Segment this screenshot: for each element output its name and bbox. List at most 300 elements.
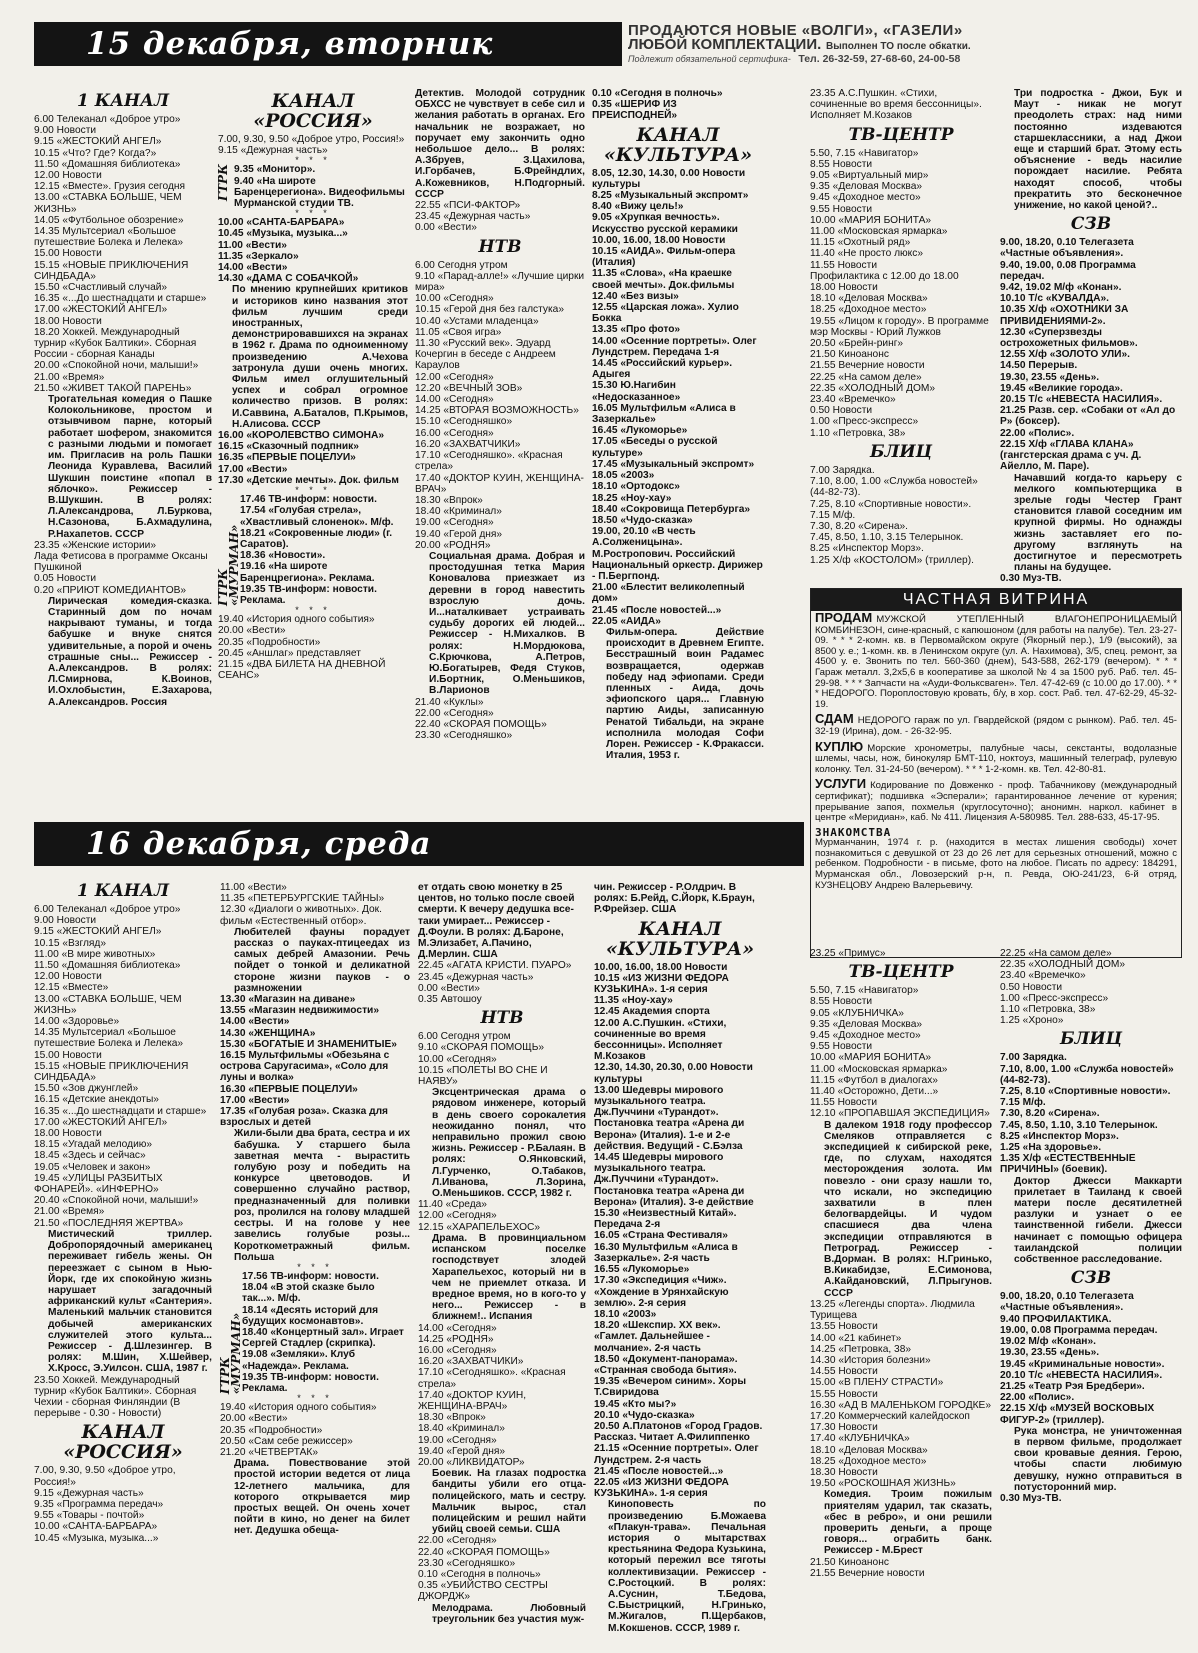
program-entry: 16.30 «АД В МАЛЕНЬКОМ ГОРОДКЕ» (810, 1399, 992, 1411)
program-entry: 17.10 «Сегодняшко». «Красная стрела» (415, 450, 566, 473)
program-entry: 10.35 Х/ф «ОХОТНИКИ ЗА ПРИВИДЕНИЯМИ-2». (1000, 304, 1132, 327)
program-entry: 7.00, 9.30, 9.50 «Доброе утро, Россия!» (34, 1465, 179, 1488)
separator: * * * (297, 1261, 333, 1272)
program-entry: 0.35 «УБИЙСТВО СЕСТРЫ ДЖОРДЖ» (418, 1580, 551, 1603)
program-entry: 16.20 «ЗАХВАТЧИКИ» (418, 1356, 524, 1368)
program-entry: 15.55 Новости (810, 1388, 878, 1400)
program-description: Эксцентрическая драма о рядовом инженере, который в день своего сорокалетия неожиданно понял, что неправильно прожил свою жизнь. Режиссер - Р.Балаян. В ролях: О.Янковский, Л.Гурченко, О.Табаков, Л.Иванова, Л.Зорина, О.Меньшиков. СССР, 1982 г. (432, 1087, 589, 1200)
program-entry: 18.50 «Чудо-сказка» (592, 514, 693, 526)
program-entry: 23.40 «Времечко» (810, 394, 896, 406)
classifieds-box (810, 588, 1182, 958)
program-entry: 14.30 «ЖЕНЩИНА» (220, 1027, 316, 1039)
program-entry: 12.15 «ХАРАПЕЛЬЕХОС» (418, 1221, 541, 1233)
program-entry: 22.00 «Полис». (1000, 427, 1075, 439)
program-entry: 12.30 «Диалоги о животных». Док. фильм «Естественный отбор». (220, 904, 385, 927)
gtrk-label: ГТРК «МУРМАН» (216, 524, 242, 607)
program-entry: 10.00 «Сегодня» (415, 293, 494, 305)
program-entry: 14.30 «ДАМА С СОБАЧКОЙ» (218, 273, 359, 285)
program-entry: 9.00 Новости (34, 125, 97, 137)
program-entry: 18.25 «Доходное место» (810, 1455, 927, 1467)
program-entry: 7.45, 8.50, 1.10, 3.15 Телерынок. (810, 532, 964, 544)
program-description: Драма. В провинциальном испанском поселке господствует злодей Харапельехос, который ни в чем не приемлет отказа. И вредное время, но в кого-то у него... Режиссер - в ближнем!.. Испания (432, 1232, 589, 1323)
channel-heading: БЛИЦ (869, 441, 933, 462)
program-entry: 21.45 «После новостей...» (594, 1465, 724, 1477)
program-entry: 19.40 «Герой дня» (418, 1445, 506, 1457)
program-entry: 0.50 Новости (810, 405, 873, 417)
program-entry: 23.30 «Сегодняшко» (418, 1557, 516, 1569)
program-entry: 9.45 «Доходное место» (810, 192, 921, 204)
program-entry: 18.40 «Криминал» (418, 1423, 505, 1435)
program-entry: 13.35 «Про фото» (592, 324, 681, 336)
program-entry: 14.25 «ВТОРАЯ ВОЗМОЖНОСТЬ» (415, 405, 579, 417)
program-entry: 9.15 «Дежурная часть» (34, 1487, 144, 1499)
program-entry: 9.00, 18.20, 0.10 Телегазета «Частные объявления». (1000, 1291, 1137, 1314)
classifieds-heading: ЧАСТНАЯ ВИТРИНА (811, 589, 1181, 611)
program-entry: 6.00 Телеканал «Доброе утро» (34, 904, 181, 915)
program-entry: 22.05 «АИДА» (592, 615, 661, 627)
program-entry: 20.35 «Подробности» (220, 1424, 323, 1436)
program-entry: 7.30, 8.20 «Сирена». (810, 520, 908, 532)
program-entry: 15.00 Новости (34, 248, 102, 260)
program-entry: 11.35 «ПЕТЕРБУРГСКИЕ ТАЙНЫ» (220, 893, 385, 905)
program-entry: 22.55 «ПСИ-ФАКТОР» (415, 200, 521, 212)
program-entry: 18.25 «Доходное место» (810, 304, 927, 316)
day2-channel1 (34, 878, 215, 1648)
program-description: Боевик. На глазах подростка бандиты убили его отца-полицейского, мать и сестру. Мальчик вырос, стал полицейским и решил найти убийц своей семьи. США (432, 1468, 589, 1536)
program-entry: Лада Фетисова в программе Оксаны Пушкиной (34, 550, 211, 574)
gtrk-label: ГТРК (216, 164, 230, 202)
program-entry: 15.30 Ю.Нагибин «Недосказанное» (592, 380, 681, 403)
program-entry: 10.40 «Устами младенца» (415, 315, 539, 327)
program-description: Мистический триллер. Добропорядочный американец переживает гибель жены. Он переезжает с сыном в Нью-Йорк, где их спокойную жизнь нарушает загадочный африканский культ «Сантерия». Маленький мальчик становится добычей американских служителей этого культа... Режиссер - Д.Шлезингер. В ролях: М.Шин, Х.Шейвер, Х.Кросс, Э.Уилсон. США, 1987 г. (48, 1228, 215, 1375)
program-entry: 15.00 Новости (34, 1049, 102, 1061)
program-entry: 19.02 М/ф «Конан». (1000, 1336, 1096, 1348)
program-entry: 11.00 «Московская ярмарка» (810, 226, 948, 238)
channel-heading: КАНАЛ «РОССИЯ» (253, 90, 373, 132)
program-entry: 23.40 «Времечко» (1000, 970, 1086, 982)
channel-heading: 1 КАНАЛ (77, 881, 169, 901)
program-entry: 21.00 «Время» (34, 1206, 105, 1218)
program-entry: 19.35 ТВ-информ: новости. Реклама. (240, 583, 380, 606)
program-entry: 18.50 «Документ-панорама». «Странная свобода бытия». (594, 1353, 741, 1376)
program-entry: 8.25 «Инспектор Морз». (810, 543, 924, 555)
program-entry: 1.25 Х/ф «КОСТОЛОМ» (триллер). (810, 554, 974, 566)
program-entry: 8.55 Новости (810, 996, 873, 1008)
day1-rossiya (216, 88, 411, 778)
program-entry: 23.25 «Примус» (810, 948, 886, 959)
program-entry: 13.00 «СТАВКА БОЛЬШЕ, ЧЕМ ЖИЗНЬ» (34, 993, 185, 1016)
program-entry: 1.10 «Петровка, 38» (1000, 1004, 1096, 1016)
program-entry: 9.35 «Деловая Москва» (810, 1018, 923, 1030)
program-entry: 11.00 «Вести» (220, 882, 287, 893)
program-entry: 23.50 Хоккей. Международный турнир «Кубок Балтики». Сборная Чехии - сборная Финляндии (В перерыве - 0.30 - Новости) (34, 1374, 200, 1420)
program-entry: 0.50 Новости (1000, 981, 1063, 993)
program-entry: 16.05 «Страна Фестиваля» (594, 1230, 728, 1242)
program-entry: 10.00 «Сегодня» (418, 1053, 497, 1065)
program-description: Мелодрама. Любовный треугольник без участия муж- (432, 1602, 589, 1625)
program-entry: 14.00 «Вести» (220, 1016, 290, 1028)
program-entry: 18.10 «Ортодокс» (592, 481, 680, 493)
program-entry: 10.00 «МАРИЯ БОНИТА» (810, 1052, 932, 1064)
sell-section: ПРОДАМ МУЖСКОЙ УТЕПЛЕННЫЙ ВЛАГОНЕПРОНИЦАЕМЫЙ КОМБИНЕЗОН, сине-красный, с капюшоном (для работы на палубе). Тел. 23-27-09. * * * 2-комн. кв. в Первомайском округе (Якорный пер.), 1/9 (высокий), за 8500 у. е.; 1-комн. кв. в Ленинском округе (ул. А. Нахимова), 3/5, спец. ремонт, за 4500 у. е. Звонить по тел. 560-360 (днем), 543-588, 262-179 (вечером). * * * Гараж металл. 3,2х5,6 в кооперативе за школой № 4 за 1500 руб. Раб. тел. 45-29-98. * * * Запчасти на «Ауди-Фольксваген». Тел. 47-42-69 (с 10.00 до 17.00). * * * НЕДОРОГО. Пороплостовую кровать, б/у, в хор. сост. Раб. тел. 47-62-29, 45-32-19. (815, 610, 1177, 710)
day1-szv (1000, 88, 1185, 585)
program-entry: 9.40 ПРОФИЛАКТИКА. (1000, 1313, 1112, 1325)
program-entry: 0.30 Муз-ТВ. (1000, 1492, 1062, 1504)
program-entry: 0.35 Автошоу (418, 994, 482, 1006)
channel-heading: НТВ (480, 1008, 524, 1029)
program-entry: 9.55 Новости (810, 1041, 873, 1053)
program-description: ет отдать свою монетку в 25 центов, но только после своей смерти. К вечеру дедушка все-таки умирает... Режиссер - Д.Фоули. В ролях: Д.Бароне, М.Элизабет, А.Пачино, Д.Мерлин. США (418, 882, 578, 961)
program-entry: 20.00 «ЛИКВИДАТОР» (418, 1456, 525, 1468)
program-entry: 17.35 «Голубая роза». Сказка для взрослых и детей (220, 1106, 391, 1129)
program-entry: 11.55 Новости (810, 1097, 878, 1109)
program-entry: 11.05 «Своя игра» (415, 326, 502, 338)
program-entry: 12.55 Х/ф «ЗОЛОТО УЛИ». (1000, 349, 1130, 361)
program-entry: 16.35 «...До шестнадцати и старше» (34, 293, 207, 305)
program-entry: 19.40 «Герой дня» (415, 528, 503, 540)
program-entry: 19.35 «Вечером синим». Хоры Т.Свиридова (594, 1376, 749, 1399)
program-entry: 11.15 «Футбол в диалогах» (810, 1074, 938, 1086)
program-entry: 16.15 Мультфильмы «Обезьяна с острова Саругасима», «Соло для луны и волка» (220, 1050, 393, 1084)
day2-rossiya (218, 882, 413, 1648)
program-entry: 9.45 «Доходное место» (810, 1030, 921, 1042)
program-entry: 19.45 «Великие города». (1000, 382, 1123, 394)
program-entry: 0.00 «Вести» (418, 982, 480, 994)
program-entry: 6.00 Сегодня утром (418, 1031, 511, 1043)
program-entry: 21.00 «Блестит великолепный дом» (592, 582, 748, 605)
program-entry: 8.25 «Музыкальный экспромт» (592, 190, 749, 202)
program-entry: 12.45 Академия спорта (594, 1006, 710, 1018)
ad-line3: Подлежит обязательной сертифика- Тел. 26-32-59, 27-68-60, 24-00-58 (628, 53, 961, 65)
program-entry: 20.15 Т/с «НЕВЕСТА НАСИЛИЯ». (1000, 394, 1163, 406)
program-entry: 8.05, 12.30, 14.30, 0.00 Новости культуры (592, 167, 749, 190)
program-entry: 22.15 Х/ф «МУЗЕЙ ВОСКОВЫХ ФИГУР-2» (триллер). (1000, 1403, 1158, 1426)
program-entry: 12.00 «Сегодня» (418, 1210, 497, 1222)
dating-section: ЗНАКОМСТВА Мурманчанин, 1974 г. р. (находится в местах лишения свободы) хочет познакомиться с девушкой от 23 до 26 лет для серьезных отношений, можно с ребенком. Подробности - в письме, фото на любое. Писать по адресу: 184291, Мурманская обл., Ловозерский р-н, п. Ревда, ОЮ-241/23, 6-й отряд, КУЗНЕЦОВУ Андрею Валерьевичу. (815, 825, 1177, 891)
channel-heading: СЗВ (1070, 214, 1112, 235)
program-entry: 9.40 «На широте Баренцерегиона». Видеофильмы Мурманской студии ТВ. (234, 175, 408, 210)
program-entry: 23.45 «Дежурная часть» (418, 971, 534, 983)
program-entry: 18.10 «Деловая Москва» (810, 293, 928, 305)
program-entry: 12.55 «Царская ложа». Хулио Бокка (592, 302, 742, 325)
program-description: Киноповесть по произведению Б.Можаева «Плакун-трава». Печальная история о мытарствах крестьянина Федора Кузькина, который пережил все тяготы коллективизации. Режиссер - С.Ростоцкий. В ролях: А.Суснин, Т.Бедова, С.Быстрицкий, Н.Гринько, М.Жигалов, П.Щербаков, М.Кокшенов. СССР, 1989 г. (608, 1499, 769, 1634)
program-entry: 13.55 «Магазин недвижимости» (220, 1005, 379, 1017)
program-entry: 19.05 «Человек и закон» (34, 1161, 151, 1173)
program-entry: 18.45 «Здесь и сейчас» (34, 1150, 146, 1162)
program-entry: 8.40 «Вижу цель!» (592, 201, 684, 213)
program-entry: 17.46 ТВ-информ: новости. (240, 494, 377, 506)
program-entry: 21.00 «Время» (34, 371, 105, 383)
program-entry: 15.15 «НОВЫЕ ПРИКЛЮЧЕНИЯ СИНДБАДА» (34, 259, 192, 282)
program-entry: 17.56 ТВ-информ: новости. (242, 1270, 379, 1282)
program-description: чин. Режиссер - Р.Олдрич. В ролях: Б.Рейд, С.Йорк, К.Браун, Р.Фрейзер. США (594, 882, 758, 916)
program-entry: 14.00 «21 кабинет» (810, 1332, 902, 1344)
program-entry: 12.20 «ВЕЧНЫЙ ЗОВ» (415, 382, 523, 394)
program-entry: 21.50 «ПОСЛЕДНЯЯ ЖЕРТВА» (34, 1217, 184, 1229)
program-entry: 12.15 «Вместе». Грузия сегодня (34, 181, 186, 193)
program-entry: 22.25 «На самом деле» (1000, 948, 1112, 959)
program-entry: 12.15 «Вместе» (34, 982, 109, 994)
program-entry: 21.15 «Осенние портреты». Олег Лундстрем. 2-я часть (594, 1443, 762, 1466)
program-entry: 0.35 «ШЕРИФ ИЗ ПРЕИСПОДНЕЙ» (592, 99, 680, 122)
ad-line2: ЛЮБОЙ КОМПЛЕКТАЦИИ. Выполнен ТО после обкатки. (628, 36, 971, 53)
program-entry: 7.25, 8.10 «Спортивные новости». (1000, 1086, 1171, 1098)
program-entry: 9.55 «Товары - почтой» (34, 1510, 145, 1522)
program-entry: 19.45 «УЛИЦЫ РАЗБИТЫХ ФОНАРЕЙ». «ИНФЕРНО» (34, 1172, 166, 1196)
program-entry: 1.00 «Пресс-экспресс» (1000, 992, 1109, 1004)
program-entry: 17.40 «ДОКТОР КУИН, ЖЕНЩИНА-ВРАЧ» (415, 472, 584, 495)
program-entry: 10.15 «ИЗ ЖИЗНИ ФЕДОРА КУЗЬКИНА». 1-я серия (594, 972, 732, 996)
program-entry: 5.50, 7.15 «Навигатор» (810, 147, 919, 159)
program-entry: 11.50 «Домашняя библиотека» (34, 158, 181, 170)
program-entry: 9.05 «Хрупкая вечность». Искусство русской керамики (592, 212, 738, 235)
program-entry: 10.15 «Взгляд» (34, 937, 107, 949)
program-entry: Профилактика с 12.00 до 18.00 (810, 270, 959, 282)
channel-heading: БЛИЦ (1059, 1029, 1123, 1050)
program-entry: 21.50 Киноанонс (810, 349, 889, 361)
program-entry: 22.00 «Полис». (1000, 1392, 1075, 1404)
program-entry: 13.25 «Легенды спорта». Людмила Турищева (810, 1298, 978, 1322)
program-entry: 9.35 «Программа передач» (34, 1498, 164, 1510)
program-entry: 14.45 «Российский курьер». Адыгея (592, 358, 735, 381)
program-entry: 17.10 «Сегодняшко». «Красная стрела» (418, 1367, 569, 1390)
program-entry: 23.45 «Дежурная часть» (415, 211, 531, 223)
program-entry: 19.45 «Кто мы?» (594, 1398, 677, 1410)
program-entry: 22.35 «ХОЛОДНЫЙ ДОМ» (1000, 959, 1126, 971)
program-entry: 9.00, 18.20, 0.10 Телегазета «Частные объявления». (1000, 237, 1137, 260)
program-entry: 16.35 «ПЕРВЫЕ ПОЦЕЛУИ» (218, 452, 356, 464)
channel-heading: ТВ-ЦЕНТР (848, 962, 954, 983)
program-entry: 14.45 Шедевры мирового музыкального театра. Дж.Пуччини «Турандот». Постановка театра «Арена ди Верона» (Италия). 3-е действие (594, 1152, 754, 1208)
program-entry: 19.40 «История одного события» (220, 1402, 377, 1414)
program-entry: 11.00 «Московская ярмарка» (810, 1063, 948, 1075)
program-entry: 9.35 «Монитор». (234, 164, 316, 176)
day2-tvcentr (810, 948, 995, 1648)
program-entry: 9.05 «КЛУБНИЧКА» (810, 1007, 904, 1019)
program-entry: 19.00 «Сегодня» (418, 1434, 497, 1446)
program-entry: 7.00, 9.30, 9.50 «Доброе утро, Россия!» (218, 134, 405, 145)
program-entry: 7.25, 8.10 «Спортивные новости». (810, 498, 972, 510)
program-description: Доктор Джесси Маккарти прилетает в Таиланд к своей матери после десятилетней разлуки и узнает о ее таинственной гибели. Джесси начинает с помощью офицера таиландской полиции собственное расследование. (1014, 1175, 1185, 1266)
program-entry: 19.50 «РОСКОШНАЯ ЖИЗНЬ» (810, 1478, 956, 1490)
program-description: Фильм-опера. Действие происходит в Древнем Египте. Бесстрашный воин Радамес возвращается, одержав победу над эфиопами. Среди пленных - Аида, дочь эфиопского царя... Главную партию Аиды, записанную Ренатой Тибальди, на экране исполнила молодая Софи Лорен. Режиссер - К.Фракасси. Италия, 1953 г. (606, 626, 767, 762)
program-entry: 15.50 «Зов джунглей» (34, 1083, 139, 1095)
program-entry: 19.08 «Земляки». Клуб «Надежда». Реклама. (242, 1349, 358, 1372)
program-entry: 13.30 «Магазин на диване» (220, 994, 356, 1006)
program-entry: 17.40 «ДОКТОР КУИН, ЖЕНЩИНА-ВРАЧ» (418, 1389, 529, 1412)
program-entry: 18.04 «В этой сказке было так...». М/ф. (242, 1282, 378, 1305)
program-entry: 14.00 «Здоровье» (34, 1016, 120, 1028)
program-description: В далеком 1918 году профессор Смеляков отправляется с экспедицией к сибирской реке, где, по слухам, находятся месторождения золота. Им повезло - они сразу нашли то, что искали, но экспедицию захватили в плен белогвардейцы. И чудом спасшиеся два члена экспедиции отправляются в Петроград. Режиссер - В.Дорман. В ролях: Н.Гринько, В.Кикабидзе, Е.Симонова, А.Кайдановский, Л.Прыгунов. СССР (824, 1119, 995, 1299)
program-entry: 18.20 Хоккей. Международный турнир «Кубок Балтики». Сборная России - сборная Канады (34, 326, 200, 361)
program-entry: 16.20 «ЗАХВАТЧИКИ» (415, 438, 521, 450)
program-entry: 0.10 «Сегодня в полночь» (592, 88, 723, 99)
program-entry: 18.40 «Криминал» (415, 506, 502, 518)
program-entry: 10.00 «САНТА-БАРБАРА» (218, 217, 345, 229)
program-entry: 9.15 «ЖЕСТОКИЙ АНГЕЛ» (34, 136, 162, 148)
day2-kultura (594, 882, 769, 1648)
program-description: Любителей фауны порадует рассказ о пауках-птицеедах из самых дебрей Амазонии. Речь пойдет о тонкой и деликатной стороне жизни пауков - о размножении (234, 926, 413, 994)
program-entry: 15.50 «Счастливый случай» (34, 282, 168, 294)
program-entry: 0.30 Муз-ТВ. (1000, 573, 1062, 585)
program-description: Лирическая комедия-сказка. Старинный дом по ночам накрывают туманы, и тогда бабушке и внуке снятся удивительные, а порой и очень страшные сны... Режиссер - А.Александров. В ролях: Л.Смирнова, К.Воинов, И.Охлобыстин, Е.Захарова, А.Александров. Россия (48, 595, 215, 708)
program-entry: 9.00 Новости (34, 915, 97, 927)
program-entry: 11.00 «Вести» (218, 239, 287, 251)
program-entry: 10.15 «ПОЛЕТЫ ВО СНЕ И НАЯВУ» (418, 1064, 551, 1088)
program-entry: 21.55 Вечерние новости (810, 1567, 925, 1579)
program-entry: 9.55 Новости (810, 203, 873, 215)
program-entry: 14.25 «Петровка, 38» (810, 1343, 912, 1355)
program-entry: 9.10 «СКОРАЯ ПОМОЩЬ» (418, 1042, 545, 1054)
program-description: Начавший когда-то карьеру с мелкого компьютерщика в зрелые годы Честер Грант становится главой соседним им крупной фирмы. Но однажды жизнь заставляет его по-другому взглянуть на достигнутое и пересмотреть планы на будущее. (1014, 472, 1185, 574)
program-description: Комедия. Троим пожилым приятелям ударил, так сказать, «бес в ребро», и они решили проверить деньги, а проще говоря... ограбить банк. Режиссер - М.Брест (824, 1489, 995, 1557)
program-entry: 9.05 «Виртуальный мир» (810, 170, 929, 182)
program-entry: 15.15 «НОВЫЕ ПРИКЛЮЧЕНИЯ СИНДБАДА» (34, 1060, 192, 1084)
program-entry: 18.00 Новости (810, 282, 878, 294)
program-entry: 18.10 «2003» (594, 1308, 657, 1320)
program-entry: 17.30 «Экспедиция «Чиж». «Хождение в Урянхайскую землю». 2-я серия (594, 1275, 732, 1309)
program-entry: 22.35 «ХОЛОДНЫЙ ДОМ» (810, 382, 936, 394)
program-entry: 7.00 Зарядка. (1000, 1052, 1067, 1064)
program-entry: 21.25 «Театр Рэя Бредбери». (1000, 1380, 1145, 1392)
program-entry: 11.00 «В мире животных» (34, 948, 156, 960)
program-entry: 10.15 «Что? Где? Когда?» (34, 147, 157, 159)
program-entry: 19.30, 23.55 «День». (1000, 1347, 1100, 1359)
program-entry: 14.50 Перерыв. (1000, 360, 1078, 372)
day1-channel1 (34, 88, 215, 778)
program-entry: 9.35 «Деловая Москва» (810, 181, 923, 193)
program-entry: 21.55 Вечерние новости (810, 360, 925, 372)
program-entry: 0.05 Новости (34, 573, 97, 585)
day2-blic-szv (1000, 948, 1185, 1648)
program-entry: 20.00 «Вести» (218, 625, 286, 637)
program-entry: 17.40 «КЛУБНИЧКА» (810, 1433, 910, 1445)
program-entry: 21.45 «После новостей...» (592, 604, 722, 616)
program-entry: 18.30 Новости (810, 1466, 878, 1478)
day1-title: 15 декабря, вторник (86, 26, 494, 62)
separator: * * * (297, 1393, 333, 1404)
channel-heading: НТВ (478, 236, 522, 257)
program-entry: 11.35 «Зеркало» (218, 250, 299, 262)
program-entry: 9.15 «ЖЕСТОКИЙ АНГЕЛ» (34, 926, 162, 938)
program-entry: 17.05 «Беседы о русской культуре» (592, 436, 721, 459)
program-entry: 20.10 «Чудо-сказка» (594, 1409, 695, 1421)
program-entry: 1.35 Х/ф «ЕСТЕСТВЕННЫЕ ПРИЧИНЫ» (боевик). (1000, 1153, 1139, 1176)
program-entry: 22.00 «Сегодня» (418, 1535, 497, 1547)
day2-ntv (418, 882, 589, 1648)
gtrk-label: ГТРК «МУРМАН» (218, 1312, 244, 1395)
program-entry: 14.35 Мультсериал «Большое путешествие Болека и Лелека» (34, 1027, 184, 1050)
program-entry: 12.00 А.С.Пушкин. «Стихи, сочиненные во время бессонницы». Исполняет М.Козаков (594, 1017, 730, 1063)
channel-heading: КАНАЛ «КУЛЬТУРА» (605, 917, 755, 960)
program-entry: 20.40 «Спокойной ночи, малыши!» (34, 1195, 199, 1207)
program-entry: 14.00 «Сегодня» (415, 394, 494, 406)
program-description: Рука монстра, не уничтоженная в первом фильме, продолжает свои кровавые деяния. Герою, чтобы спасти любимую девушку, нужно отправиться в потусторонний мир. (1014, 1425, 1185, 1493)
program-entry: 19.16 «На широте Баренцрегиона». Реклама. (240, 561, 375, 584)
program-entry: 21.25 Разв. сер. «Собаки от «Ал до Р» (боксер). (1000, 405, 1179, 428)
day2-title: 16 декабря, среда (86, 826, 432, 862)
program-entry: 18.30 «Впрок» (415, 494, 483, 506)
program-entry: 20.50 «Брейн-ринг» (810, 338, 904, 350)
separator: * * * (295, 485, 331, 496)
program-entry: 10.45 «Музыка, музыка...» (218, 228, 348, 240)
program-entry: 9.42, 19.02 М/ф «Конан». (1000, 282, 1122, 294)
program-entry: 22.25 «На самом деле» (810, 371, 922, 383)
program-entry: 10.00 «САНТА-БАРБАРА» (34, 1521, 158, 1533)
program-entry: 10.15 «АИДА». Фильм-опера (Италия) (592, 246, 739, 269)
program-entry: 7.10, 8.00, 1.00 «Служба новостей» (44-82-73). (1000, 1063, 1177, 1086)
program-description: Детектив. Молодой сотрудник ОБХСС не чувствует в себе сил и желания работать в органах. Его начальник не возражает, но поручает ему закончить одно небольшое дело... В ролях: А.Збруев, З.Цахилова, И.Горбачев, Б.Фрейндлих, А.Кожевников, Н.Подгорный. СССР (415, 88, 588, 200)
program-entry: 18.15 «Угадай мелодию» (34, 1139, 153, 1151)
program-entry: 11.40 «Не просто люкс» (810, 248, 923, 260)
program-entry: 21.20 «ЧЕТВЕРТАК» (220, 1446, 319, 1458)
program-entry: 17.00 «Вести» (220, 1094, 290, 1106)
program-entry: 9.10 «Парад-алле!» «Лучшие цирки мира» (415, 270, 587, 294)
program-entry: 13.00 «СТАВКА БОЛЬШЕ, ЧЕМ ЖИЗНЬ» (34, 192, 185, 215)
program-entry: 22.15 Х/ф «ГЛАВА КЛАНА» (гангстерская драма с уч. Д. Айелло, М. Паре). (1000, 438, 1145, 473)
program-entry: 1.00 «Пресс-экспресс» (810, 416, 919, 428)
program-entry: 12.10 «ПРОПАВШАЯ ЭКСПЕДИЦИЯ» (810, 1108, 990, 1120)
program-entry: 13.00 Шедевры мирового музыкального театра. Дж.Пуччини «Турандот». Постановка театра «Арена ди Верона» (Италия). 1-е и 2-е действия. Ведущий - С.Бэлза (594, 1084, 748, 1152)
program-entry: 7.10, 8.00, 1.00 «Служба новостей» (44-82-73). (810, 476, 981, 499)
program-entry: 11.15 «Охотный ряд» (810, 237, 911, 249)
program-entry: 21.50 Киноанонс (810, 1556, 889, 1568)
program-entry: 18.14 «Десять историй для будущих космонавтов». (242, 1304, 381, 1327)
program-entry: 14.05 «Футбольное обозрение» (34, 214, 184, 226)
program-entry: 12.00 Новости (34, 170, 102, 182)
program-entry: 19.40 «История одного события» (218, 614, 375, 626)
program-entry: 16.45 «Лукоморье» (592, 425, 688, 437)
program-entry: 18.21 «Сокровенные люди» (г. Саратов). (240, 527, 395, 550)
program-entry: 21.15 «ДВА БИЛЕТА НА ДНЕВНОЙ СЕАНС» (218, 658, 389, 682)
program-entry: 16.15 «Сказочный подпник» (218, 441, 359, 453)
program-entry: 16.00 «Сегодня» (418, 1344, 497, 1356)
program-entry: 8.55 Новости (810, 158, 873, 170)
program-entry: 21.50 «ЖИВЕТ ТАКОЙ ПАРЕНЬ» (34, 382, 192, 394)
program-entry: 14.00 «Вести» (218, 262, 288, 274)
channel-heading: 1 КАНАЛ (77, 91, 169, 111)
program-entry: 20.00 «Спокойной ночи, малыши!» (34, 360, 199, 372)
program-entry: 8.25 «Инспектор Морз». (1000, 1130, 1119, 1142)
program-description: Социальная драма. Добрая и простодушная тетка Мария Коновалова приезжает из деревни в город навестить взрослую дочь. И...наталкивает устраивать судьбу дорогих ей людей... Режиссер - Н.Михалков. В ролях: Н.Мордюкова, С.Крючкова, А.Петров, Ю.Богатырев, Федя Стуков, И.Бортник, О.Меньшиков, В.Ларионов (429, 550, 588, 697)
program-entry: 15.00 «В ПЛЕНУ СТРАСТИ» (810, 1377, 944, 1389)
program-entry: 18.36 «Новости». (240, 550, 326, 562)
program-description: Драма. Повествование этой простой истории ведется от лица 12-летнего мальчика, для которого открывается мир простых вещей. Он очень хочет пойти в кино, но денег на билет нет. Дедушка обеща- (234, 1458, 413, 1537)
program-entry: 13.55 Новости (810, 1321, 878, 1333)
program-entry: 9.15 «Дежурная часть» (218, 145, 328, 157)
program-entry: 16.35 «...До шестнадцати и старше» (34, 1105, 207, 1117)
program-entry: 20.50 «Сам себе режиссер» (220, 1435, 353, 1447)
program-entry: 14.00 «Сегодня» (418, 1322, 497, 1334)
program-entry: 18.05 «2003» (592, 470, 655, 482)
program-entry: 20.35 «Подробности» (218, 636, 321, 648)
program-entry: 16.30 Мультфильм «Алиса в Зазеркалье». 2-я часть (594, 1241, 741, 1264)
buy-section: КУПЛЮ Морские хронометры, палубные часы, секстанты, водолазные шлемы, часы, нож, бинокуляр БМТ-110, ноктоуз, машинный телеграф, рулевую колонку. Тел. 31-24-50 (вечером). * * * 1-2-комн. кв. Тел. 42-80-81. (815, 738, 1177, 775)
program-entry: 1.25 «На здоровье». (1000, 1142, 1102, 1154)
program-entry: 11.30 «Русский век». Эдуард Кочергин в беседе с Андреем Караулов (415, 338, 559, 372)
program-entry: 7.30, 8.20 «Сирена». (1000, 1108, 1100, 1120)
program-entry: 12.00 Новости (34, 971, 102, 983)
program-description: По мнению крупнейших критиков и историков кино названия этот фильм лучшим среди иностранных, демонстрировавшихся на экранах в 1962 г. Драма по одноименному произведению А.Чехова затронула души очень многих. Фильм имел оглушительный успех и собрал огромное количество призов. В ролях: И.Саввина, А.Баталов, П.Крымов, Н.Алисова. СССР (232, 284, 411, 430)
program-entry: 14.55 Новости (810, 1366, 878, 1378)
day2-band (34, 822, 804, 866)
program-entry: 20.50 А.Платонов «Город Градов. Рассказ. Читает А.Филиппенко (594, 1420, 766, 1444)
ad-line1: ПРОДАЮТСЯ НОВЫЕ «ВОЛГИ», «ГАЗЕЛИ» (628, 22, 963, 39)
program-entry: 19.35 ТВ-информ: новости. Реклама. (242, 1371, 382, 1394)
program-entry: 22.45 «АГАТА КРИСТИ. ПУАРО» (418, 960, 572, 972)
program-entry: 17.54 «Голубая стрела», «Хвастливый слоненок». М/ф. (240, 505, 394, 528)
program-entry: 18.25 «Ноу-хау» (592, 492, 672, 504)
